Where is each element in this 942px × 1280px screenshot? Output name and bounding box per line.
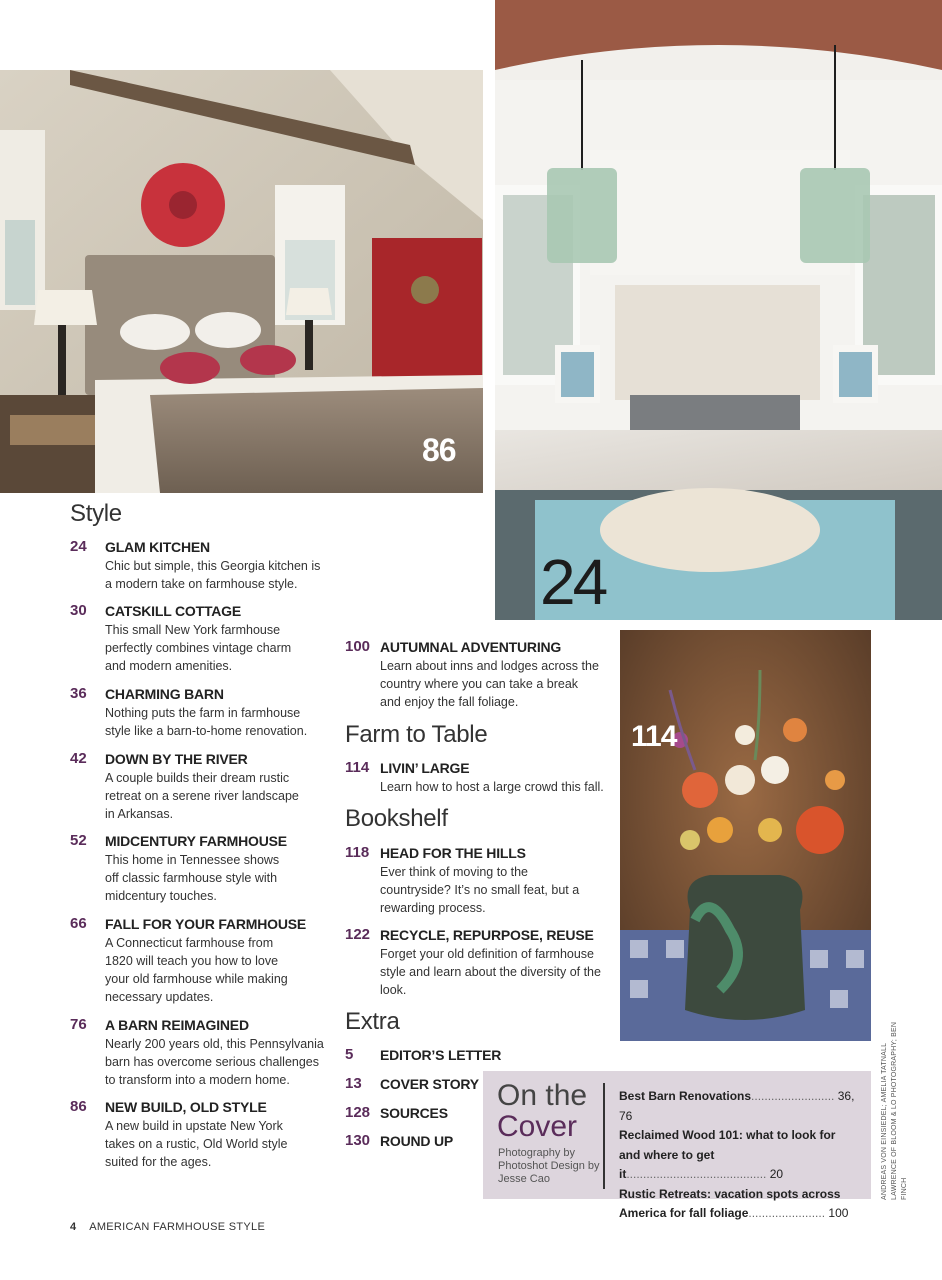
cover-divider xyxy=(603,1083,605,1189)
entry-page-number: 52 xyxy=(70,832,87,849)
cover-title-line2: Cover xyxy=(497,1110,578,1143)
toc-entry[interactable] xyxy=(345,926,605,999)
cover-item-text: Rustic Retreats: vacation spots across America for fall foliage xyxy=(619,1186,841,1220)
kitchen-page-number: 24 xyxy=(540,546,606,618)
cover-title-line1: On the xyxy=(497,1079,588,1112)
entry-page-number: 76 xyxy=(70,1016,87,1033)
entry-title: EDITOR’S LETTER xyxy=(380,1047,502,1063)
cover-item-pages: 20 xyxy=(769,1167,784,1181)
entry-title: GLAM KITCHEN xyxy=(105,539,210,555)
photo-credit: ANDREAS VON EINSIEDEL; AMELIA TATNALL LAWRENCE OF BLOOM & LO PHOTOGRAPHY; BEN FINCH xyxy=(881,1021,908,1200)
section-title-bookshelf: Bookshelf xyxy=(345,805,448,832)
cover-list xyxy=(619,1087,859,1224)
toc-entry[interactable] xyxy=(345,844,605,917)
entry-description: This small New York farmhouse perfectly combines vintage charm and modern amenities. xyxy=(105,623,292,673)
entry-title: MIDCENTURY FARMHOUSE xyxy=(105,833,287,849)
entry-title: DOWN BY THE RIVER xyxy=(105,751,248,767)
section-title-farm-to-table: Farm to Table xyxy=(345,721,488,748)
cover-item-leader: ....................... xyxy=(748,1206,826,1220)
toc-entry[interactable] xyxy=(70,1016,330,1089)
entry-page-number: 30 xyxy=(70,602,87,619)
toc-entry[interactable] xyxy=(345,1046,605,1064)
entry-page-number: 86 xyxy=(70,1098,87,1115)
entry-title: RECYCLE, REPURPOSE, REUSE xyxy=(380,927,594,943)
entry-page-number: 13 xyxy=(345,1075,362,1092)
flowers-page-number: 114 xyxy=(631,720,677,753)
entry-description: Learn about inns and lodges across the country where you can take a break and enjoy the fall foliage. xyxy=(380,659,599,709)
entry-title: LIVIN’ LARGE xyxy=(380,760,470,776)
toc-entry[interactable] xyxy=(70,602,330,675)
entry-page-number: 5 xyxy=(345,1046,354,1063)
entry-description: Forget your old definition of farmhouse style and learn about the diversity of the look. xyxy=(380,947,601,997)
cover-item-leader: ......................... xyxy=(751,1089,835,1103)
toc-entry[interactable] xyxy=(70,750,330,823)
entry-description: Chic but simple, this Georgia kitchen is a modern take on farmhouse style. xyxy=(105,559,321,591)
entry-page-number: 128 xyxy=(345,1104,371,1121)
entry-title: A BARN REIMAGINED xyxy=(105,1017,249,1033)
section-title-extra: Extra xyxy=(345,1008,400,1035)
entry-page-number: 24 xyxy=(70,538,87,555)
entry-page-number: 36 xyxy=(70,685,87,702)
bedroom-photo xyxy=(0,70,483,493)
entry-page-number: 42 xyxy=(70,750,87,767)
cover-item-text: Best Barn Renovations xyxy=(619,1089,752,1103)
entry-page-number: 66 xyxy=(70,915,87,932)
cover-item-text: Reclaimed Wood 101: what to look for and where to get it xyxy=(619,1128,836,1181)
entry-title: AUTUMNAL ADVENTURING xyxy=(380,639,562,655)
entry-description: A new build in upstate New York takes on a rustic, Old World style suited for the ages. xyxy=(105,1119,288,1169)
kitchen-photo xyxy=(495,0,942,620)
cover-item-leader: .......................................... xyxy=(626,1167,767,1181)
toc-entry[interactable] xyxy=(70,685,330,740)
cover-credit: Photography by Photoshot Design by Jesse Cao xyxy=(498,1147,600,1185)
toc-entry[interactable] xyxy=(70,538,330,593)
entry-page-number: 118 xyxy=(345,844,370,861)
entry-description: This home in Tennessee shows off classic farmhouse style with midcentury touches. xyxy=(105,853,280,903)
footer xyxy=(70,1221,265,1233)
toc-entry[interactable] xyxy=(70,832,330,905)
entry-description: Nearly 200 years old, this Pennsylvania barn has overcome serious challenges to transform into a modern home. xyxy=(105,1037,324,1087)
on-the-cover-box xyxy=(483,1071,871,1220)
cover-item-pages: 100 xyxy=(828,1206,849,1220)
flowers-photo xyxy=(620,630,871,1041)
entry-title: CATSKILL COTTAGE xyxy=(105,603,242,619)
entry-title: HEAD FOR THE HILLS xyxy=(380,845,526,861)
toc-entry[interactable] xyxy=(70,1098,330,1171)
toc-entry[interactable] xyxy=(345,638,605,711)
entry-description: Nothing puts the farm in farmhouse style like a barn-to-home renovation. xyxy=(105,706,308,738)
cover-item[interactable] xyxy=(619,1087,859,1126)
entry-title: NEW BUILD, OLD STYLE xyxy=(105,1099,267,1115)
entry-title: SOURCES xyxy=(380,1105,448,1121)
entry-page-number: 130 xyxy=(345,1132,371,1149)
cover-item-pages: 36, 76 xyxy=(619,1089,855,1123)
footer-magazine-name: AMERICAN FARMHOUSE STYLE xyxy=(89,1221,266,1233)
footer-page-number: 4 xyxy=(70,1221,77,1233)
toc-entry[interactable] xyxy=(345,759,605,796)
entry-page-number: 114 xyxy=(345,759,370,776)
entry-description: Learn how to host a large crowd this fall. xyxy=(380,780,604,794)
entry-title: CHARMING BARN xyxy=(105,686,224,702)
toc-entry[interactable] xyxy=(70,915,330,1006)
entry-title: COVER STORY xyxy=(380,1076,479,1092)
entry-description: A Connecticut farmhouse from 1820 will teach you how to love your old farmhouse while making necessary updates. xyxy=(105,936,288,1004)
entry-description: Ever think of moving to the countryside? It’s no small feat, but a rewarding process. xyxy=(380,865,580,915)
bedroom-page-number: 86 xyxy=(422,432,456,468)
entry-description: A couple builds their dream rustic retreat on a serene river landscape in Arkansas. xyxy=(105,771,299,821)
cover-item[interactable] xyxy=(619,1126,859,1185)
entry-page-number: 100 xyxy=(345,638,371,655)
entry-page-number: 122 xyxy=(345,926,371,943)
entry-title: FALL FOR YOUR FARMHOUSE xyxy=(105,916,307,932)
section-title-style: Style xyxy=(70,500,122,527)
cover-item[interactable] xyxy=(619,1185,859,1224)
entry-title: ROUND UP xyxy=(380,1133,454,1149)
